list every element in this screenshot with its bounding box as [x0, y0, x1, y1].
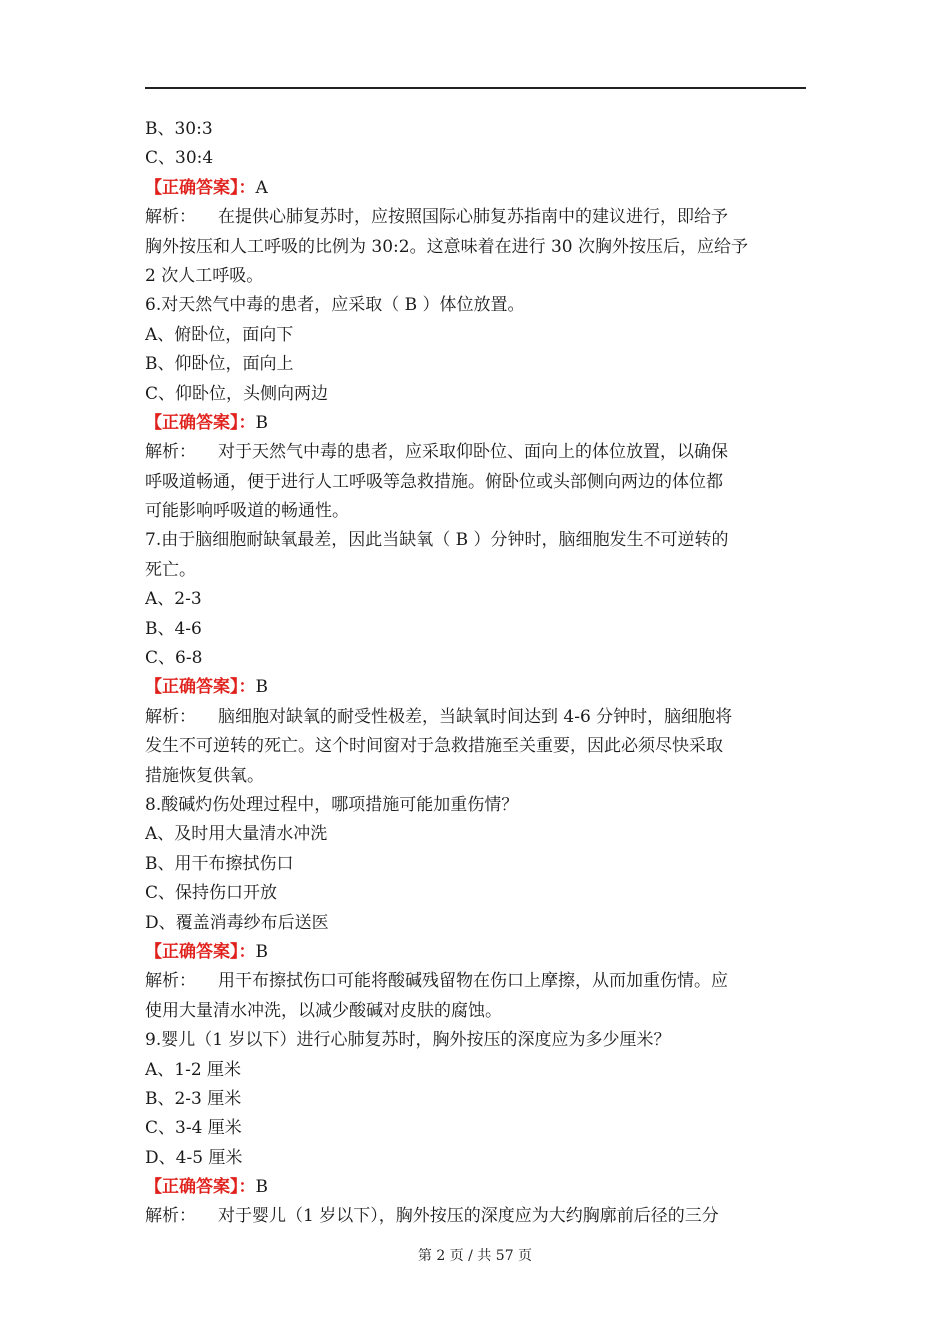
- text-line: 8.酸碱灼伤处理过程中，哪项措施可能加重伤情？: [145, 794, 519, 815]
- text-line: 6.对天然气中毒的患者，应采取（ B ）体位放置。: [145, 295, 525, 316]
- answer-line: [145, 938, 806, 967]
- answer-value: B: [255, 1177, 268, 1198]
- answer-line: [145, 673, 806, 702]
- answer-value: B: [255, 412, 268, 433]
- answer-line: [145, 409, 806, 438]
- analysis-label: 解析：: [145, 971, 196, 992]
- text-line: C、6-8: [145, 648, 203, 669]
- document-body: [145, 115, 806, 1232]
- text-line: A、2-3: [145, 589, 202, 610]
- analysis-line: [145, 967, 806, 996]
- text-line: A、及时用大量清水冲洗: [145, 824, 328, 845]
- answer-value: B: [255, 941, 268, 962]
- text-line: 死亡。: [145, 559, 196, 580]
- text-line: C、3-4 厘米: [145, 1118, 242, 1139]
- analysis-label: 解析：: [145, 1206, 196, 1227]
- answer-value: A: [255, 177, 268, 198]
- text-line: B、用干布擦拭伤口: [145, 853, 294, 874]
- analysis-label: 解析：: [145, 706, 196, 727]
- analysis-label: 解析：: [145, 442, 196, 463]
- text-line: 发生不可逆转的死亡。这个时间窗对于急救措施至关重要，因此必须尽快采取: [145, 736, 723, 757]
- header-rule: [145, 87, 806, 89]
- text-line: B、2-3 厘米: [145, 1088, 242, 1109]
- answer-label: 【正确答案】：: [145, 941, 256, 962]
- text-line: 措施恢复供氧。: [145, 765, 264, 786]
- analysis-line: [145, 703, 806, 732]
- page-footer: 第 2 页 / 共 57 页: [417, 1248, 533, 1264]
- text-line: C、保持伤口开放: [145, 883, 278, 904]
- text-line: B、4-6: [145, 618, 202, 639]
- text-line: D、覆盖消毒纱布后送医: [145, 912, 329, 933]
- text-line: 9.婴儿（1 岁以下）进行心肺复苏时，胸外按压的深度应为多少厘米？: [145, 1030, 671, 1051]
- text-line: A、1-2 厘米: [145, 1059, 242, 1080]
- analysis-text: 对于婴儿（1 岁以下），胸外按压的深度应为大约胸廓前后径的三分: [218, 1206, 719, 1227]
- analysis-text: 对于天然气中毒的患者，应采取仰卧位、面向上的体位放置，以确保: [218, 442, 728, 463]
- text-line: 7.由于脑细胞耐缺氧最差，因此当缺氧（ B ）分钟时，脑细胞发生不可逆转的: [145, 530, 729, 551]
- answer-line: [145, 1173, 806, 1202]
- text-line: B、30:3: [145, 119, 213, 139]
- text-line: 胸外按压和人工呼吸的比例为 30:2。这意味着在进行 30 次胸外按压后，应给予: [145, 236, 749, 257]
- analysis-text: 用干布擦拭伤口可能将酸碱残留物在伤口上摩擦，从而加重伤情。应: [218, 971, 728, 992]
- answer-label: 【正确答案】：: [145, 177, 256, 198]
- text-line: B、仰卧位，面向上: [145, 354, 294, 375]
- analysis-text: 在提供心肺复苏时，应按照国际心肺复苏指南中的建议进行，即给予: [218, 207, 728, 228]
- analysis-line: [145, 1202, 806, 1231]
- answer-label: 【正确答案】：: [145, 677, 256, 698]
- answer-label: 【正确答案】：: [145, 412, 256, 433]
- analysis-line: [145, 203, 806, 232]
- analysis-label: 解析：: [145, 207, 196, 228]
- text-line: 可能影响呼吸道的畅通性。: [145, 501, 349, 522]
- text-line: 2 次人工呼吸。: [145, 265, 264, 286]
- text-line: A、俯卧位，面向下: [145, 324, 294, 345]
- text-line: 呼吸道畅通，便于进行人工呼吸等急救措施。俯卧位或头部侧向两边的体位都: [145, 471, 723, 492]
- text-line: C、仰卧位，头侧向两边: [145, 383, 329, 404]
- text-line: 使用大量清水冲洗，以减少酸碱对皮肤的腐蚀。: [145, 1000, 502, 1021]
- answer-line: [145, 174, 806, 203]
- text-line: C、30:4: [145, 148, 214, 169]
- analysis-text: 脑细胞对缺氧的耐受性极差，当缺氧时间达到 4-6 分钟时，脑细胞将: [218, 706, 733, 727]
- analysis-line: [145, 438, 806, 467]
- answer-label: 【正确答案】：: [145, 1177, 256, 1198]
- text-line: D、4-5 厘米: [145, 1147, 243, 1168]
- answer-value: B: [255, 677, 268, 698]
